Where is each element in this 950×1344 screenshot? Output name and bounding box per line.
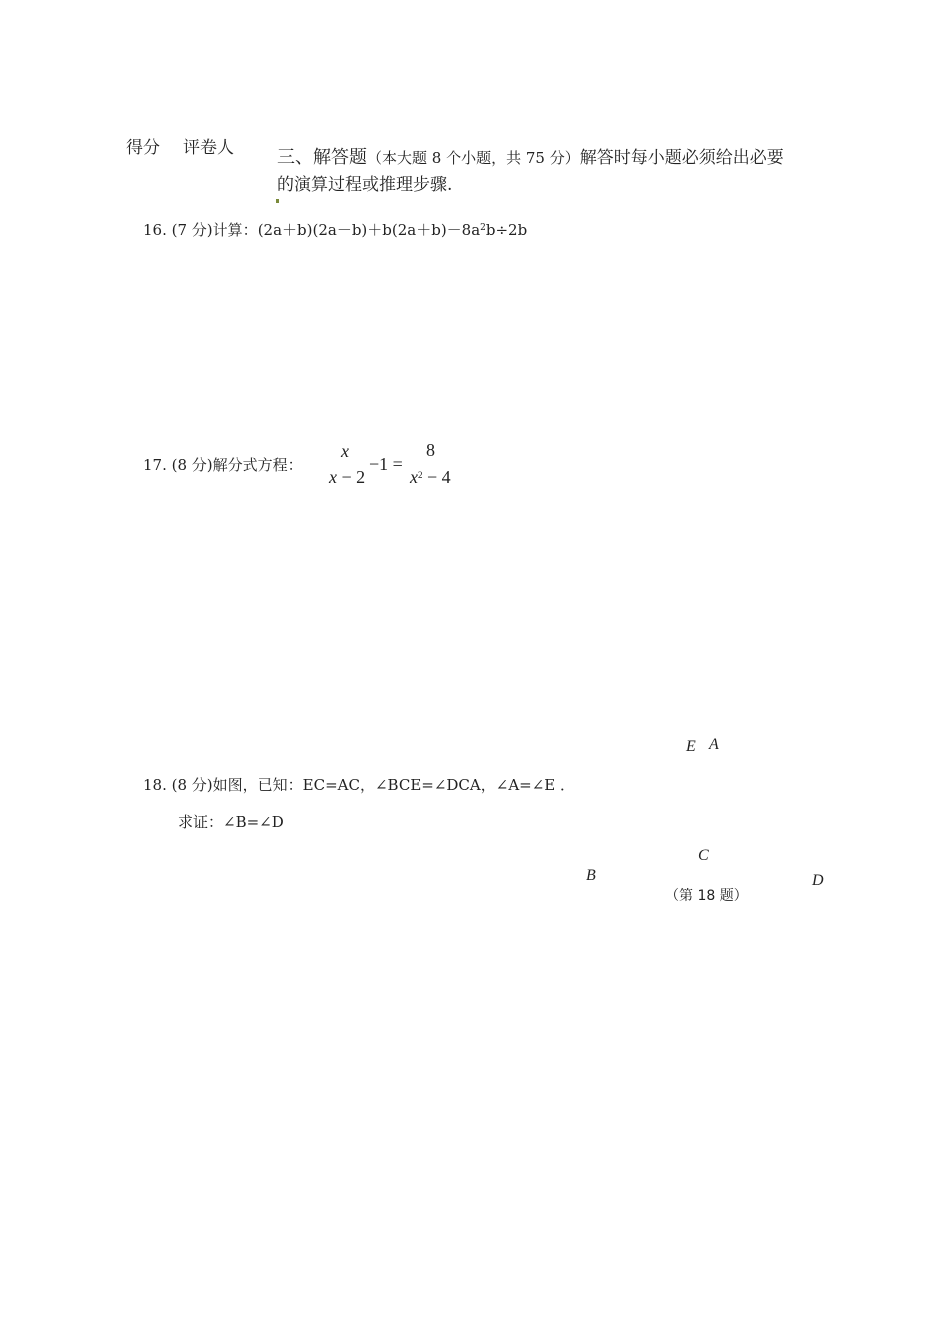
score-label: 得分 — [126, 138, 160, 158]
question-number: 18. — [143, 776, 167, 794]
question-number: 17. — [143, 456, 167, 474]
figure-label-b: B — [586, 867, 596, 884]
figure-caption: （第 18 题） — [665, 888, 748, 904]
lhs-denominator: x − 2 — [329, 467, 366, 487]
lhs-numerator: x — [341, 441, 349, 461]
rhs-numerator: 8 — [426, 440, 435, 460]
question-points: (8 分) — [171, 776, 213, 794]
stray-mark — [276, 199, 279, 203]
figure-label-a: A — [709, 736, 719, 753]
question-number: 16. — [143, 221, 167, 239]
section-note: （本大题 8 个小题，共 75 分） — [367, 149, 580, 167]
question-17 — [143, 454, 303, 475]
question-prompt: 解分式方程： — [212, 456, 303, 474]
question-points: (8 分) — [171, 456, 213, 474]
rhs-denominator: $x^2 - 4$ — [410, 467, 451, 487]
question-18 — [143, 774, 575, 795]
equation-middle: −1 = — [369, 454, 403, 474]
question-given: 如图，已知：EC=AC，∠BCE=∠DCA，∠A=∠E ． — [212, 776, 576, 794]
question-16 — [143, 219, 527, 240]
figure-label-d: D — [812, 872, 824, 889]
figure-label-c: C — [698, 847, 709, 864]
expression: $(2a+b)(2a-b)+b(2a+b)-8a^2b\div 2b$ — [257, 221, 528, 239]
question-prompt: 计算： — [212, 221, 258, 239]
section-instruction: 解答时每小题必须给出必要 — [579, 148, 784, 168]
section-instruction-continued: 的演算过程或推理步骤. — [277, 175, 453, 195]
figure-label-e: E — [686, 738, 696, 755]
question-points: (7 分) — [171, 221, 213, 239]
section-heading — [277, 143, 784, 169]
grader-label: 评卷人 — [183, 138, 234, 158]
section-title: 三、解答题 — [277, 147, 367, 168]
question-prove: 求证：∠B=∠D — [178, 813, 284, 831]
